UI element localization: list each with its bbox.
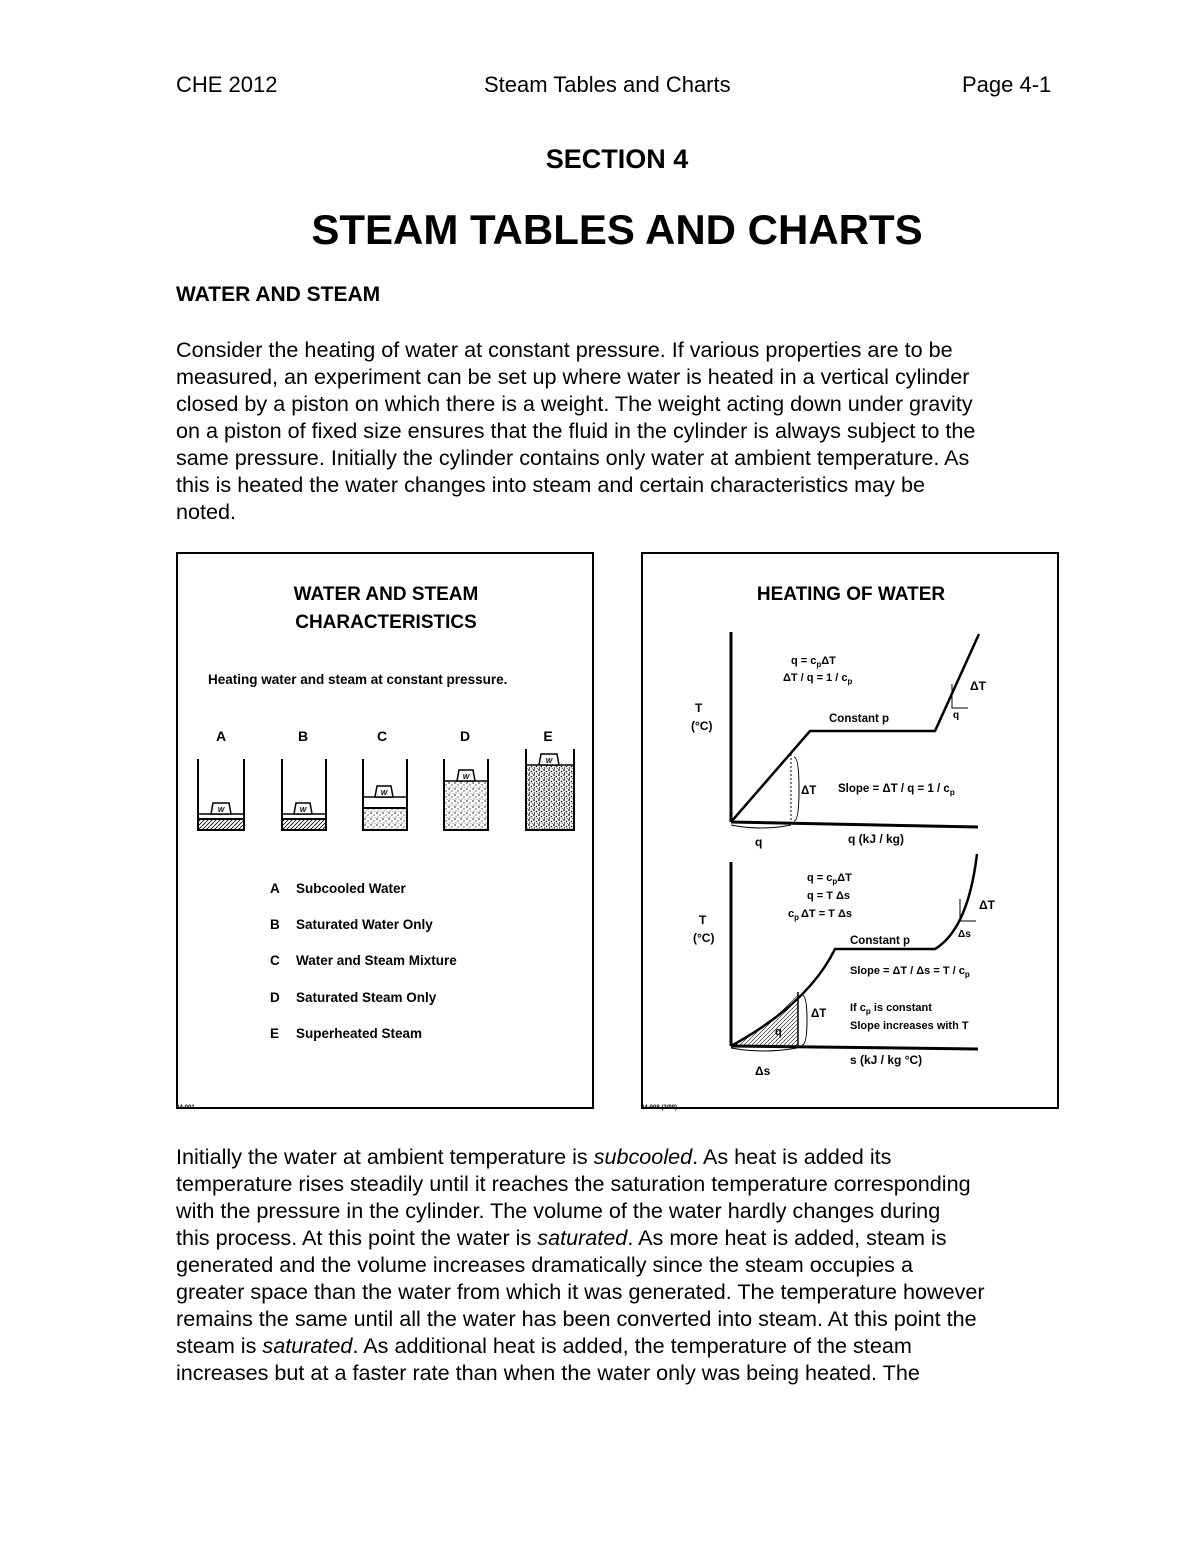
cylinder-legend	[270, 881, 457, 1041]
legend-key: E	[270, 1026, 280, 1041]
bottom-q-area: q	[775, 1026, 782, 1038]
header-course: CHE 2012	[176, 72, 278, 97]
paragraph-line: this is heated the water changes into steam and certain characteristics may be	[176, 472, 925, 497]
fig-left-subtitle: Heating water and steam at constant pressure.	[208, 672, 508, 687]
cylinder-label-a: A	[215, 728, 227, 744]
term-saturated: saturated	[537, 1225, 628, 1250]
legend-key: C	[270, 953, 280, 968]
cylinder-label-c: C	[376, 728, 388, 744]
paragraph-line: greater space than the water from which it was generated. The temperature however	[176, 1279, 985, 1304]
header-topic: Steam Tables and Charts	[484, 72, 731, 97]
term-saturated: saturated	[262, 1333, 353, 1358]
legend-label: Saturated Steam Only	[296, 990, 437, 1005]
figure-heating-of-water	[641, 552, 1059, 1109]
y-axis-label: T	[699, 913, 707, 927]
weight-label: W	[380, 790, 388, 797]
cylinder-e	[526, 749, 574, 830]
cylinder-label-e: E	[543, 728, 553, 744]
fig-right-title: HEATING OF WATER	[756, 584, 946, 605]
cylinder-c	[363, 759, 407, 830]
top-delta-t: ΔT	[801, 785, 817, 797]
cylinders-diagram	[178, 554, 596, 1111]
paragraph-line: Initially the water at ambient temperature is subcooled. As heat is added its	[176, 1144, 892, 1169]
y-axis-unit: (°C)	[691, 719, 713, 733]
bottom-delta-s: Δs	[755, 1064, 771, 1078]
paragraph-line: noted.	[176, 499, 237, 524]
subheading: WATER AND STEAM	[176, 283, 381, 306]
figure-water-steam-characteristics	[176, 552, 594, 1109]
paragraph-line: on a piston of fixed size ensures that the fluid in the cylinder is always subject to the	[176, 418, 976, 443]
legend-label: Superheated Steam	[296, 1026, 423, 1041]
weight-label: W	[217, 807, 225, 814]
paragraph-line: this process. At this point the water is saturated. As more heat is added, steam is	[176, 1225, 947, 1250]
top-q-right: q	[953, 710, 960, 721]
cylinder-label-b: B	[297, 728, 309, 744]
top-eq2: $\Delta T / q = 1 / c_p$	[783, 672, 853, 686]
paragraph-line: increases but at a faster rate than when the water only was being heated. The	[176, 1360, 920, 1385]
bottom-note-2: Slope increases with T	[850, 1020, 969, 1032]
bottom-eq3: $c_p$ ΔT = T Δs	[788, 908, 852, 922]
paragraph-line: closed by a piston on which there is a weight. The weight acting down under gravity	[176, 391, 973, 416]
bottom-note-1: If $c_p$ is constant	[850, 1002, 932, 1016]
cylinder-d	[444, 759, 488, 830]
bottom-delta-t-right: ΔT	[979, 898, 995, 912]
paragraph-line: generated and the volume increases dramatically since the steam occupies a	[176, 1252, 913, 1277]
top-x-axis-label: q (kJ / kg)	[848, 832, 905, 846]
legend-key: A	[270, 881, 280, 896]
y-axis-unit: (°C)	[693, 931, 715, 945]
top-eq1: $q = c_p\Delta T$	[791, 655, 836, 669]
legend-label: Subcooled Water	[296, 881, 406, 896]
paragraph-line: with the pressure in the cylinder. The volume of the water hardly changes during	[176, 1198, 941, 1223]
weight-label: W	[545, 758, 553, 765]
top-q-bottom: q	[755, 835, 763, 849]
cylinder-b	[282, 759, 326, 830]
plot-temperature-vs-heat	[691, 632, 987, 849]
heating-diagram	[643, 554, 1061, 1111]
bottom-x-axis-label: s (kJ / kg °C)	[850, 1053, 923, 1067]
paragraph-line: temperature rises steadily until it reaches the saturation temperature corresponding	[176, 1171, 971, 1196]
bottom-delta-s-right: Δs	[958, 929, 971, 940]
bottom-constant-p: Constant p	[850, 935, 911, 947]
figure-left-code: 34-001	[176, 1105, 195, 1111]
header-page-number: Page 4-1	[962, 72, 1052, 97]
top-constant-p: Constant p	[829, 713, 890, 725]
figure-right-code: 34-008 (2/98)	[641, 1105, 678, 1111]
fig-left-title-2: CHARACTERISTICS	[295, 612, 477, 633]
legend-key: B	[270, 917, 280, 932]
paragraph-line: remains the same until all the water has been converted into steam. At this point the	[176, 1306, 977, 1331]
paragraph-line: same pressure. Initially the cylinder contains only water at ambient temperature. As	[176, 445, 970, 470]
cylinder-label-d: D	[459, 728, 471, 744]
paragraph-line: Consider the heating of water at constant pressure. If various properties are to be	[176, 337, 953, 362]
section-label: SECTION 4	[545, 144, 689, 174]
fig-left-title-1: WATER AND STEAM	[293, 584, 479, 605]
bottom-delta-t: ΔT	[811, 1008, 827, 1020]
paragraph-1	[176, 336, 1066, 525]
weight-label: W	[462, 774, 470, 781]
bottom-eq1: $q = c_p\Delta T$	[807, 872, 852, 886]
page-title: STEAM TABLES AND CHARTS	[311, 206, 923, 253]
top-delta-t-right: ΔT	[970, 679, 986, 693]
cylinder-a	[198, 759, 244, 830]
legend-label: Saturated Water Only	[296, 917, 433, 932]
weight-label: W	[299, 807, 307, 814]
paragraph-line: measured, an experiment can be set up where water is heated in a vertical cylinder	[176, 364, 970, 389]
paragraph-line: steam is saturated. As additional heat is added, the temperature of the steam	[176, 1333, 912, 1358]
bottom-slope: Slope = $\Delta T / \Delta s = T / c_p$	[850, 965, 970, 979]
y-axis-label: T	[695, 701, 703, 715]
top-slope: Slope = $\Delta T / q = 1 / c_p$	[838, 783, 955, 797]
term-subcooled: subcooled	[593, 1144, 693, 1169]
bottom-eq2: q = T Δs	[807, 890, 851, 902]
plot-temperature-vs-entropy	[693, 854, 996, 1078]
paragraph-2	[176, 1143, 1066, 1386]
legend-key: D	[270, 990, 280, 1005]
legend-label: Water and Steam Mixture	[296, 953, 457, 968]
